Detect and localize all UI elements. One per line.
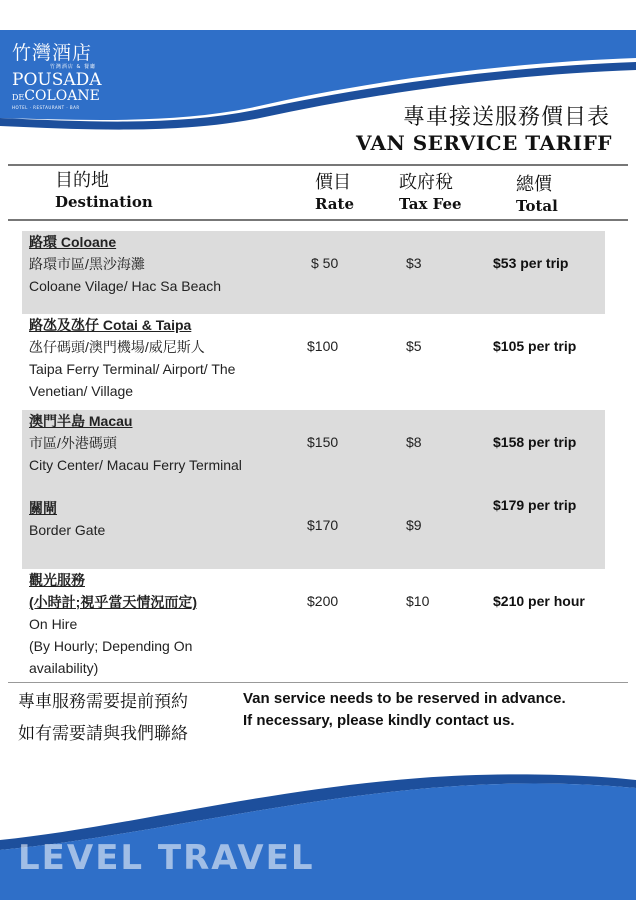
destination-line: 市區/外港碼頭: [29, 435, 117, 451]
destination-line: (By Hourly; Depending On: [29, 638, 193, 654]
total-cell: $210 per hour: [493, 593, 585, 609]
logo-chinese-name: 竹灣酒店: [12, 42, 93, 64]
total-cell: $53 per trip: [493, 255, 569, 271]
notice-english-line: Van service needs to be reserved in advance.: [243, 690, 566, 707]
logo-tagline: HOTEL · RESTAURANT · BAR: [12, 105, 80, 110]
tax-cell: $8: [406, 434, 422, 450]
destination-line: 路環市區/黑沙海灘: [29, 256, 145, 272]
logo-name-coloane-text: COLOANE: [24, 88, 100, 104]
notice-chinese-line: 專車服務需要提前預約: [18, 692, 188, 712]
hotel-logo: [12, 42, 104, 111]
header-destination-cn: 目的地: [55, 170, 109, 191]
header-tax-cn: 政府稅: [399, 172, 453, 193]
header-destination: [55, 170, 153, 212]
tax-cell: $5: [406, 338, 422, 354]
destination-title: 澳門半島 Macau: [29, 413, 133, 429]
header-tax: [399, 172, 462, 214]
header-total: [516, 174, 558, 216]
watermark-text: LEVEL TRAVEL: [18, 838, 315, 878]
tax-cell: $9: [406, 517, 422, 533]
header-rate-cn: 價目: [315, 172, 351, 193]
header-total-en: Total: [516, 197, 558, 215]
destination-cell: [29, 231, 299, 297]
notice-english-line: If necessary, please kindly contact us.: [243, 712, 515, 729]
notice-english: [243, 688, 566, 732]
destination-line: On Hire: [29, 616, 78, 632]
destination-title-note: (小時計;視乎當天情況而定): [29, 594, 197, 610]
table-bottom-rule: [8, 682, 628, 683]
header-rate-en: Rate: [315, 195, 355, 213]
rate-cell: $170: [307, 517, 339, 533]
destination-title: 關閘: [29, 500, 57, 516]
destination-line: availability): [29, 660, 99, 676]
header-bottom-rule: [8, 219, 628, 221]
page-title-english: VAN SERVICE TARIFF: [355, 131, 612, 155]
logo-name-coloane: [12, 89, 104, 105]
destination-line: 氹仔碼頭/澳門機場/威尼斯人: [29, 339, 205, 355]
total-cell: $179 per trip: [493, 497, 577, 513]
logo-subtitle: 竹灣酒店 & 餐廳: [49, 64, 96, 70]
header-rate: [315, 172, 354, 214]
tax-cell: $10: [406, 593, 430, 609]
destination-line: Coloane Vilage/ Hac Sa Beach: [29, 278, 221, 294]
notice-chinese-line: 如有需要請與我們聯絡: [18, 724, 188, 744]
page-title-chinese: 專車接送服務價目表: [402, 105, 610, 130]
header-destination-en: Destination: [55, 193, 153, 211]
total-cell: $158 per trip: [493, 434, 577, 450]
destination-cell: [29, 497, 299, 541]
header-tax-en: Tax Fee: [399, 195, 462, 213]
header-top-rule: [8, 164, 628, 166]
notice-chinese: [18, 686, 188, 750]
footer-wave-band: [0, 770, 636, 900]
destination-title: 觀光服務: [29, 572, 85, 588]
destination-cell: [29, 569, 299, 679]
destination-line: Taipa Ferry Terminal/ Airport/ The: [29, 361, 236, 377]
destination-cell: [29, 314, 299, 402]
rate-cell: $ 50: [311, 255, 339, 271]
destination-line: Venetian/ Village: [29, 383, 134, 399]
total-cell: $105 per trip: [493, 338, 577, 354]
destination-title: 路氹及氹仔 Cotai & Taipa: [29, 317, 192, 333]
logo-name-de: DE: [12, 93, 25, 102]
destination-line: City Center/ Macau Ferry Terminal: [29, 457, 242, 473]
rate-cell: $100: [307, 338, 339, 354]
destination-line: Border Gate: [29, 522, 106, 538]
header-total-cn: 總價: [516, 174, 552, 195]
logo-name-pousada: POUSADA: [12, 70, 102, 90]
tax-cell: $3: [406, 255, 422, 271]
rate-cell: $150: [307, 434, 339, 450]
destination-cell: [29, 410, 299, 476]
rate-cell: $200: [307, 593, 339, 609]
destination-title: 路環 Coloane: [29, 234, 117, 250]
